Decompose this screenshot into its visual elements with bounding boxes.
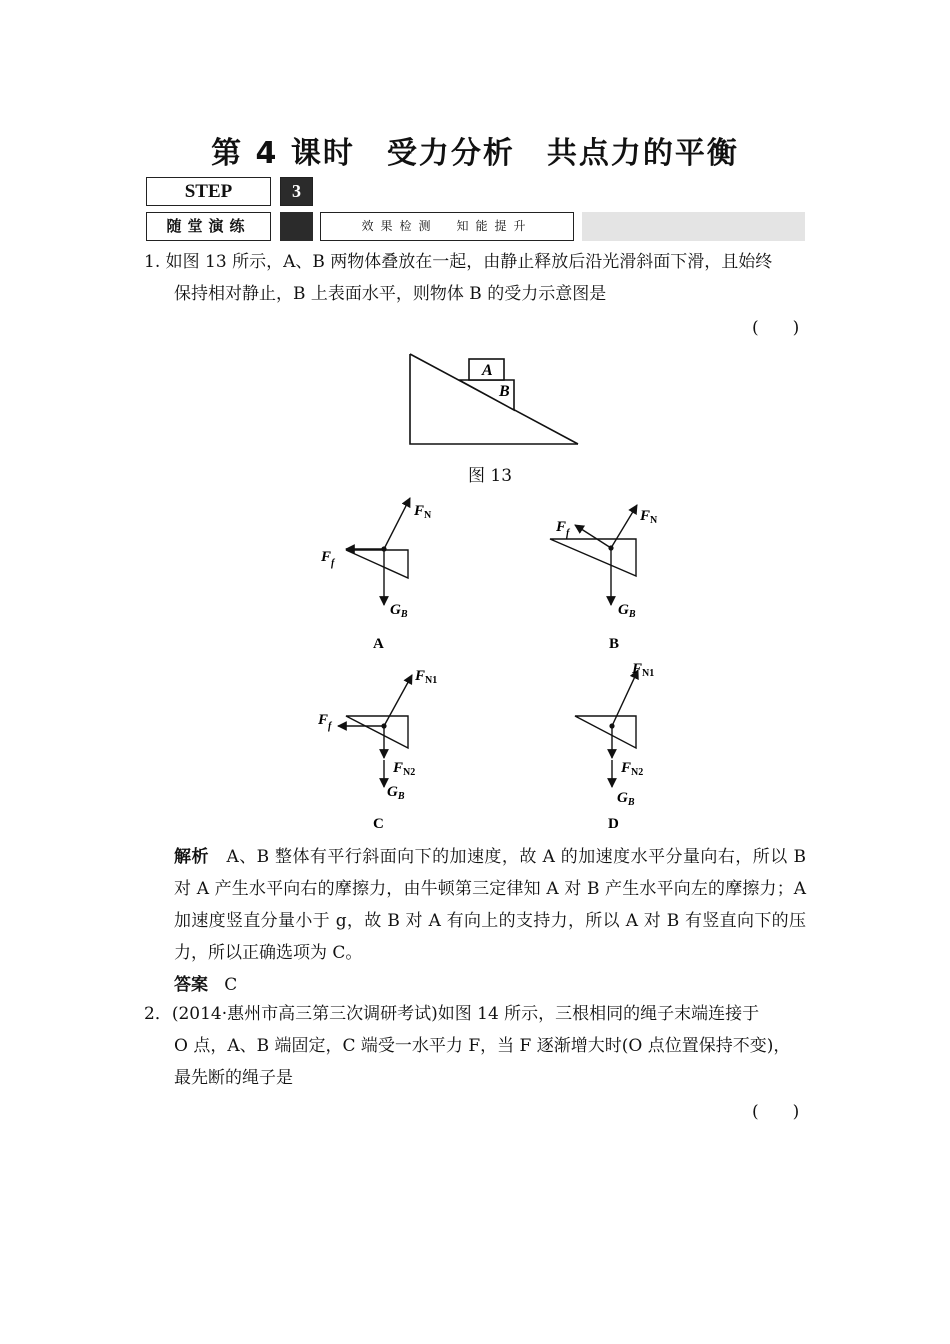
page-title: 第 4 课时 受力分析 共点力的平衡 [211,136,739,171]
question-2-answer-blank: ( ) [752,1102,800,1122]
banner-subtitle: 效果检测 知能提升 [320,212,574,241]
step-label: STEP [146,177,271,206]
analysis-paragraph [174,841,806,969]
banner-dark-block [280,212,313,241]
option-a-diagram [320,498,432,652]
question-1-answer-blank: ( ) [752,318,800,338]
banner-section-name: 随堂演练 [146,212,271,241]
question-1-line2: 保持相对静止，B 上表面水平，则物体 B 的受力示意图是 [174,284,607,304]
question-1 [144,246,806,310]
analysis-label: 解析 [174,847,209,867]
option-a-letter: A [373,636,384,652]
svg-text:Ff: $F_f$ [318,712,332,732]
force-diagram-options [300,490,700,840]
svg-text:FN1: $F_{N1}$ [632,661,655,679]
banner-gray-bar [582,212,805,241]
figure-13-label-a: A [482,362,493,379]
option-c-letter: C [373,816,384,832]
svg-text:FN: $F_N$ [640,508,658,526]
svg-text:GB: $G_B$ [618,602,636,620]
option-d-diagram [575,661,654,832]
svg-text:Ff: $F_f$ [556,519,570,539]
question-2-line1: 2．(2014·惠州市高三第三次调研考试)如图 14 所示，三根相同的绳子末端连接于 [144,1004,760,1024]
answer-line [174,969,237,1001]
svg-text:GB: $G_B$ [390,602,408,620]
svg-text:FN2: $F_{N2}$ [621,760,644,778]
svg-text:Ff: $F_f$ [321,549,335,569]
option-b-letter: B [609,636,620,652]
figure-13-label-b: B [499,383,510,400]
svg-text:FN: $F_N$ [414,503,432,521]
svg-text:FN1: $F_{N1}$ [415,668,438,686]
step-number: 3 [280,177,313,206]
answer-label: 答案 [174,975,208,995]
svg-text:GB: $G_B$ [617,790,635,808]
analysis-text: A、B 整体有平行斜面向下的加速度，故 A 的加速度水平分量向右，所以 B 对 A 产生水平向右的摩擦力，由牛顿第三定律知 A 对 B 产生水平向左的摩擦力；A 加速度竖直分量小于 g，故 B 对 A 有向上的支持力，所以 A 对 B 有竖直向下的压力，所以正确选项为 C。 [174,847,807,963]
svg-text:GB: $G_B$ [387,784,405,802]
figure-13-caption: 图 13 [467,466,513,486]
answer-value: C [224,975,238,995]
question-1-line1: 1. 如图 13 所示，A、B 两物体叠放在一起，由静止释放后沿光滑斜面下滑，且始终 [144,252,773,272]
question-2 [144,998,806,1094]
option-b-diagram [550,505,658,652]
figure-13-incline [400,350,590,450]
question-2-line3: 最先断的绳子是 [174,1068,293,1088]
question-2-line2: O 点，A、B 端固定，C 端受一水平力 F，当 F 逐渐增大时(O 点位置保持不变)， [174,1036,791,1056]
svg-text:FN2: $F_{N2}$ [393,760,416,778]
option-d-letter: D [608,816,619,832]
option-c-diagram [317,668,437,832]
